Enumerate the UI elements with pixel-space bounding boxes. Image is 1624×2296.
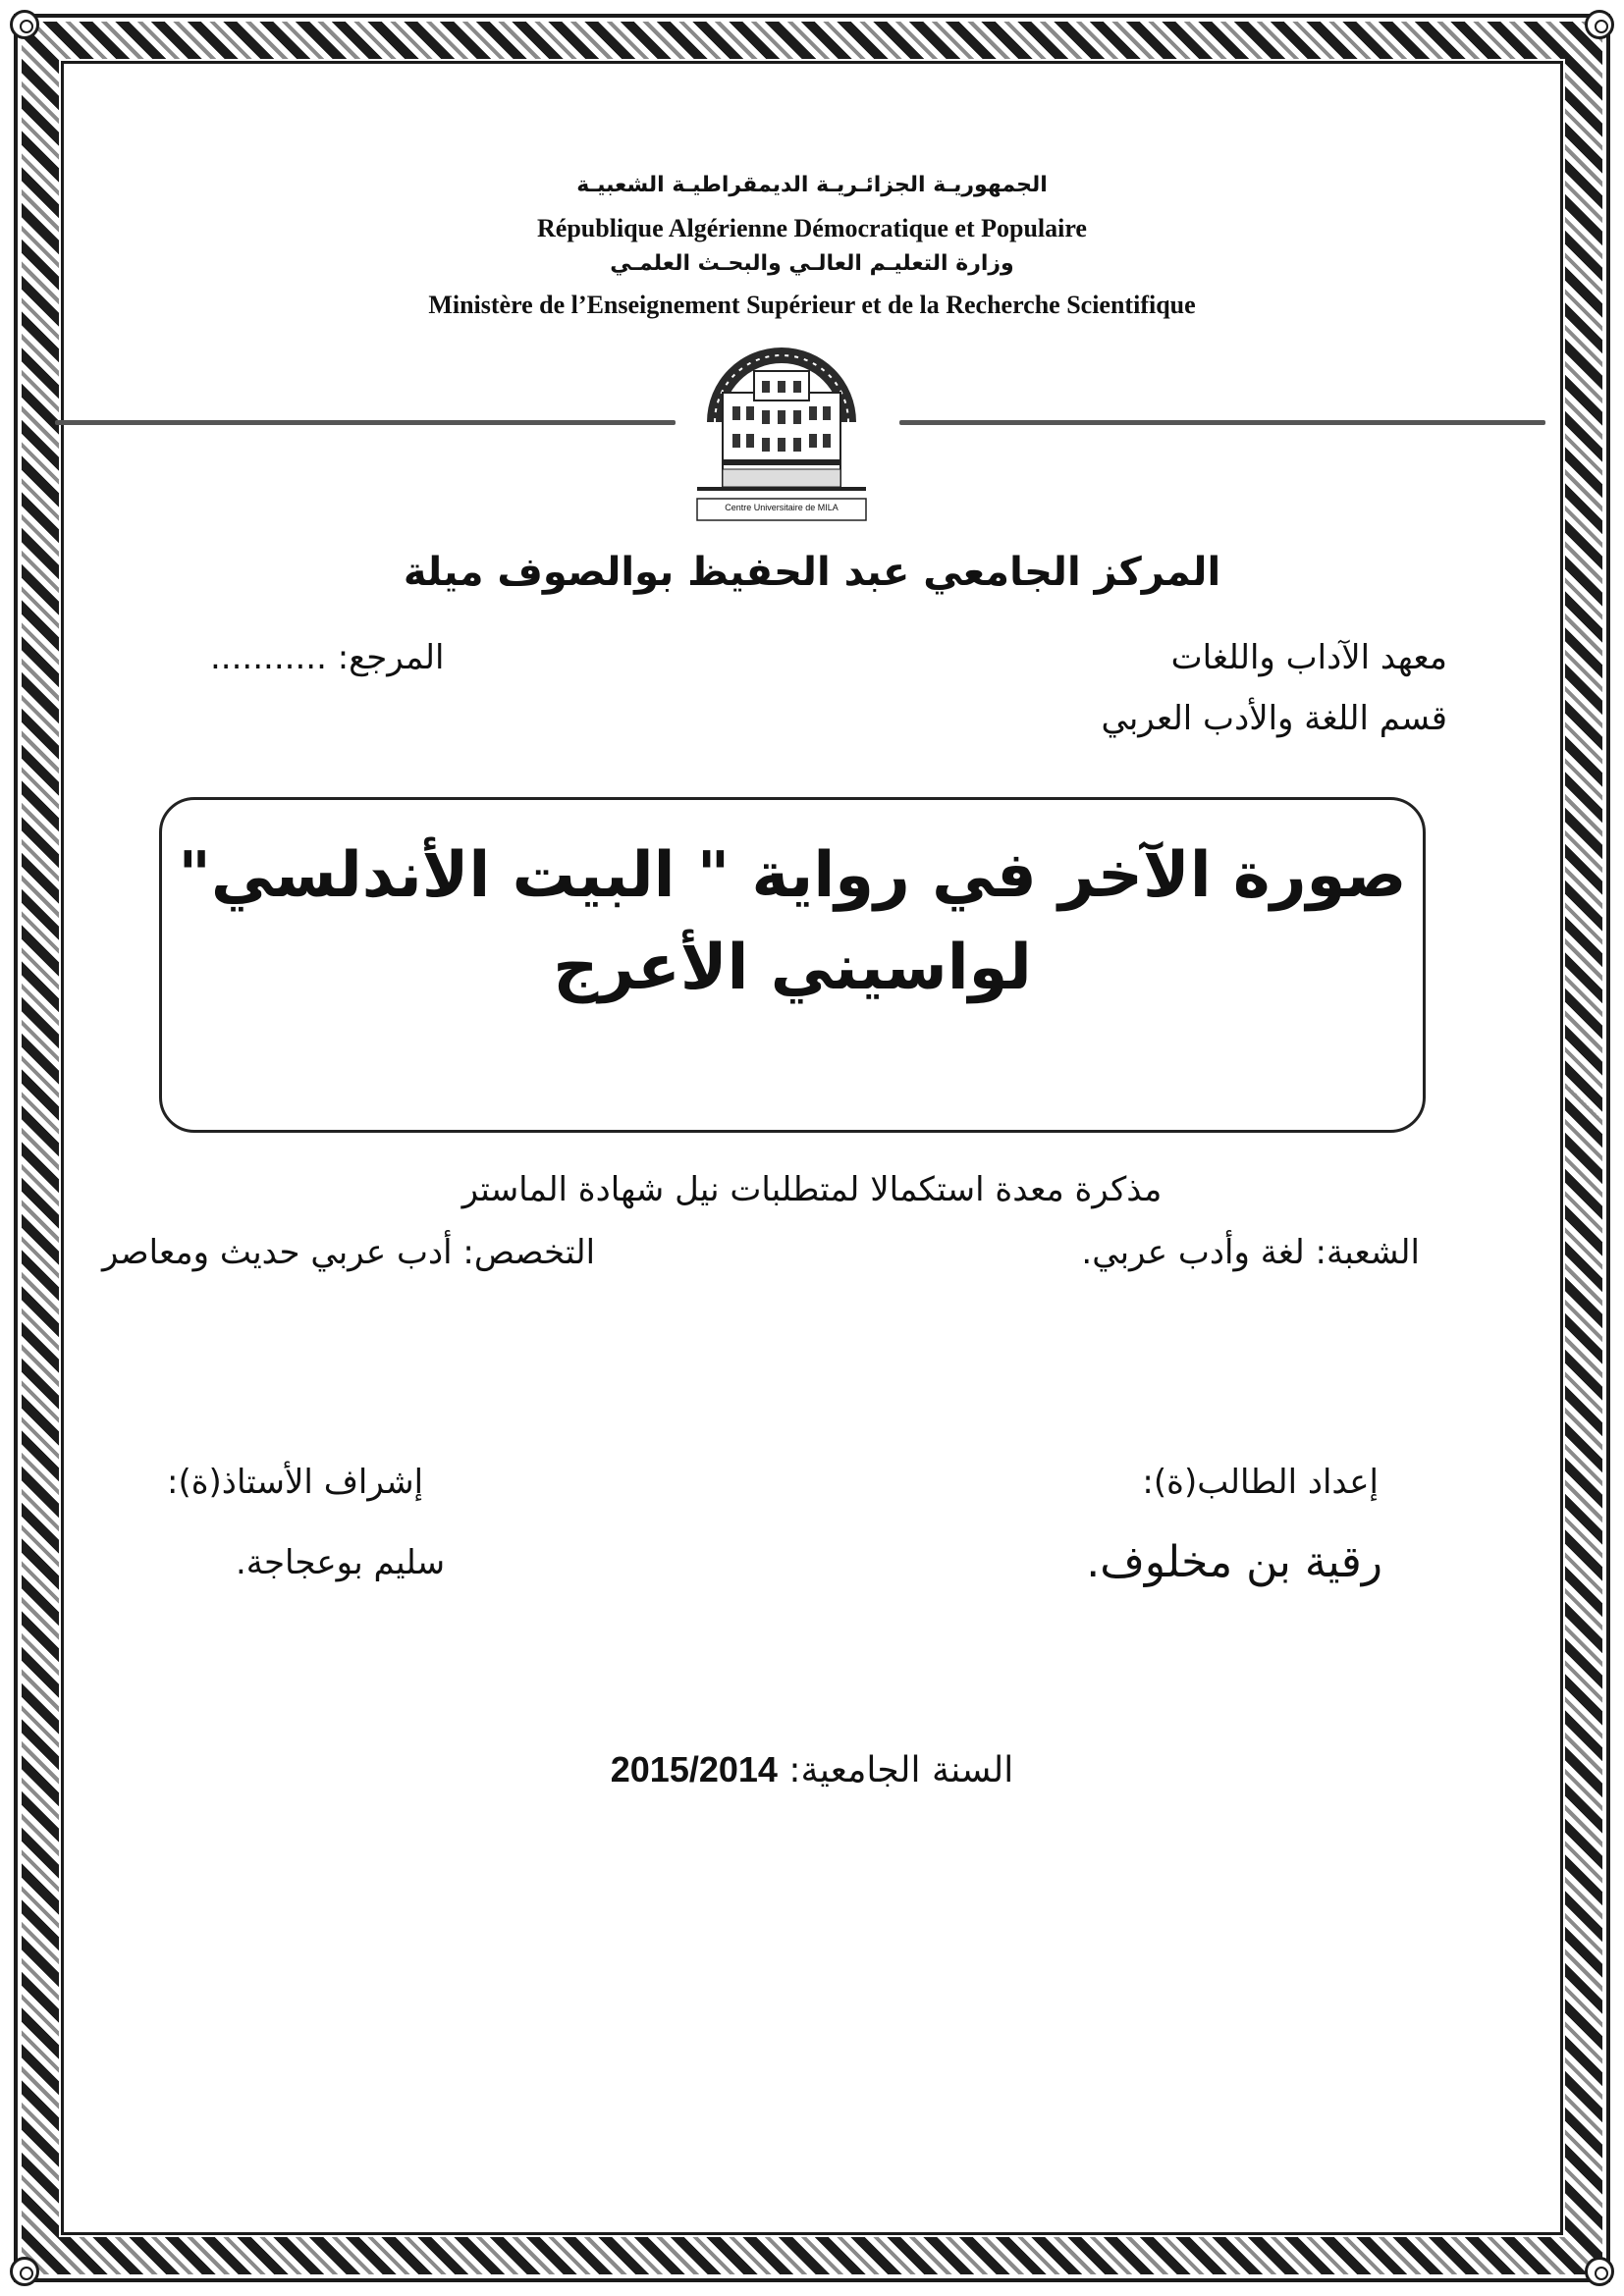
corner-ornament-bottom-left [10, 2257, 39, 2286]
header-rule-left [55, 420, 676, 425]
department-name: قسم اللغة والأدب العربي [1101, 699, 1447, 738]
reference-field: المرجع: ........... [210, 638, 445, 677]
student-name: رقية بن مخلوف. [1086, 1537, 1382, 1587]
header-rule-right [899, 420, 1545, 425]
university-center-name: المركز الجامعي عبد الحفيظ بوالصوف ميلة [403, 550, 1221, 595]
thesis-title-line-1: صورة الآخر في رواية " البيت الأندلسي" [178, 839, 1407, 912]
thesis-title-line-2: لواسيني الأعرج [553, 932, 1032, 1004]
institute-name: معهد الآداب واللغات [1170, 638, 1447, 677]
academic-year-label: السنة الجامعية: [788, 1750, 1014, 1790]
corner-ornament-top-right [1585, 10, 1614, 39]
republic-french: République Algérienne Démocratique et Populaire [537, 214, 1087, 242]
academic-year [0, 1749, 1624, 1790]
ministry-arabic: وزارة التعليـم العالـي والبحـث العلمـي [610, 251, 1014, 276]
corner-ornament-bottom-right [1585, 2257, 1614, 2286]
student-label: إعداد الطالب(ة): [1142, 1463, 1379, 1502]
thesis-specialty: التخصص: أدب عربي حديث ومعاصر [102, 1233, 596, 1272]
supervisor-label: إشراف الأستاذ(ة): [167, 1463, 424, 1502]
ministry-french: Ministère de l’Enseignement Supérieur et de la Recherche Scientifique [428, 291, 1196, 319]
academic-year-value: 2015/2014 [610, 1749, 778, 1789]
logo-caption: Centre Universitaire de MILA [725, 503, 839, 512]
supervisor-name: سليم بوعجاجة. [236, 1543, 446, 1582]
university-building-icon [693, 332, 870, 526]
thesis-purpose: مذكرة معدة استكمالا لمتطلبات نيل شهادة الماستر [461, 1170, 1163, 1209]
thesis-title-box [159, 797, 1426, 1133]
university-logo [693, 332, 870, 526]
republic-arabic: الجمهوريـة الجزائـريـة الديمقراطيـة الشعبيـة [576, 173, 1048, 197]
thesis-branch: الشعبة: لغة وأدب عربي. [1081, 1233, 1420, 1272]
corner-ornament-top-left [10, 10, 39, 39]
